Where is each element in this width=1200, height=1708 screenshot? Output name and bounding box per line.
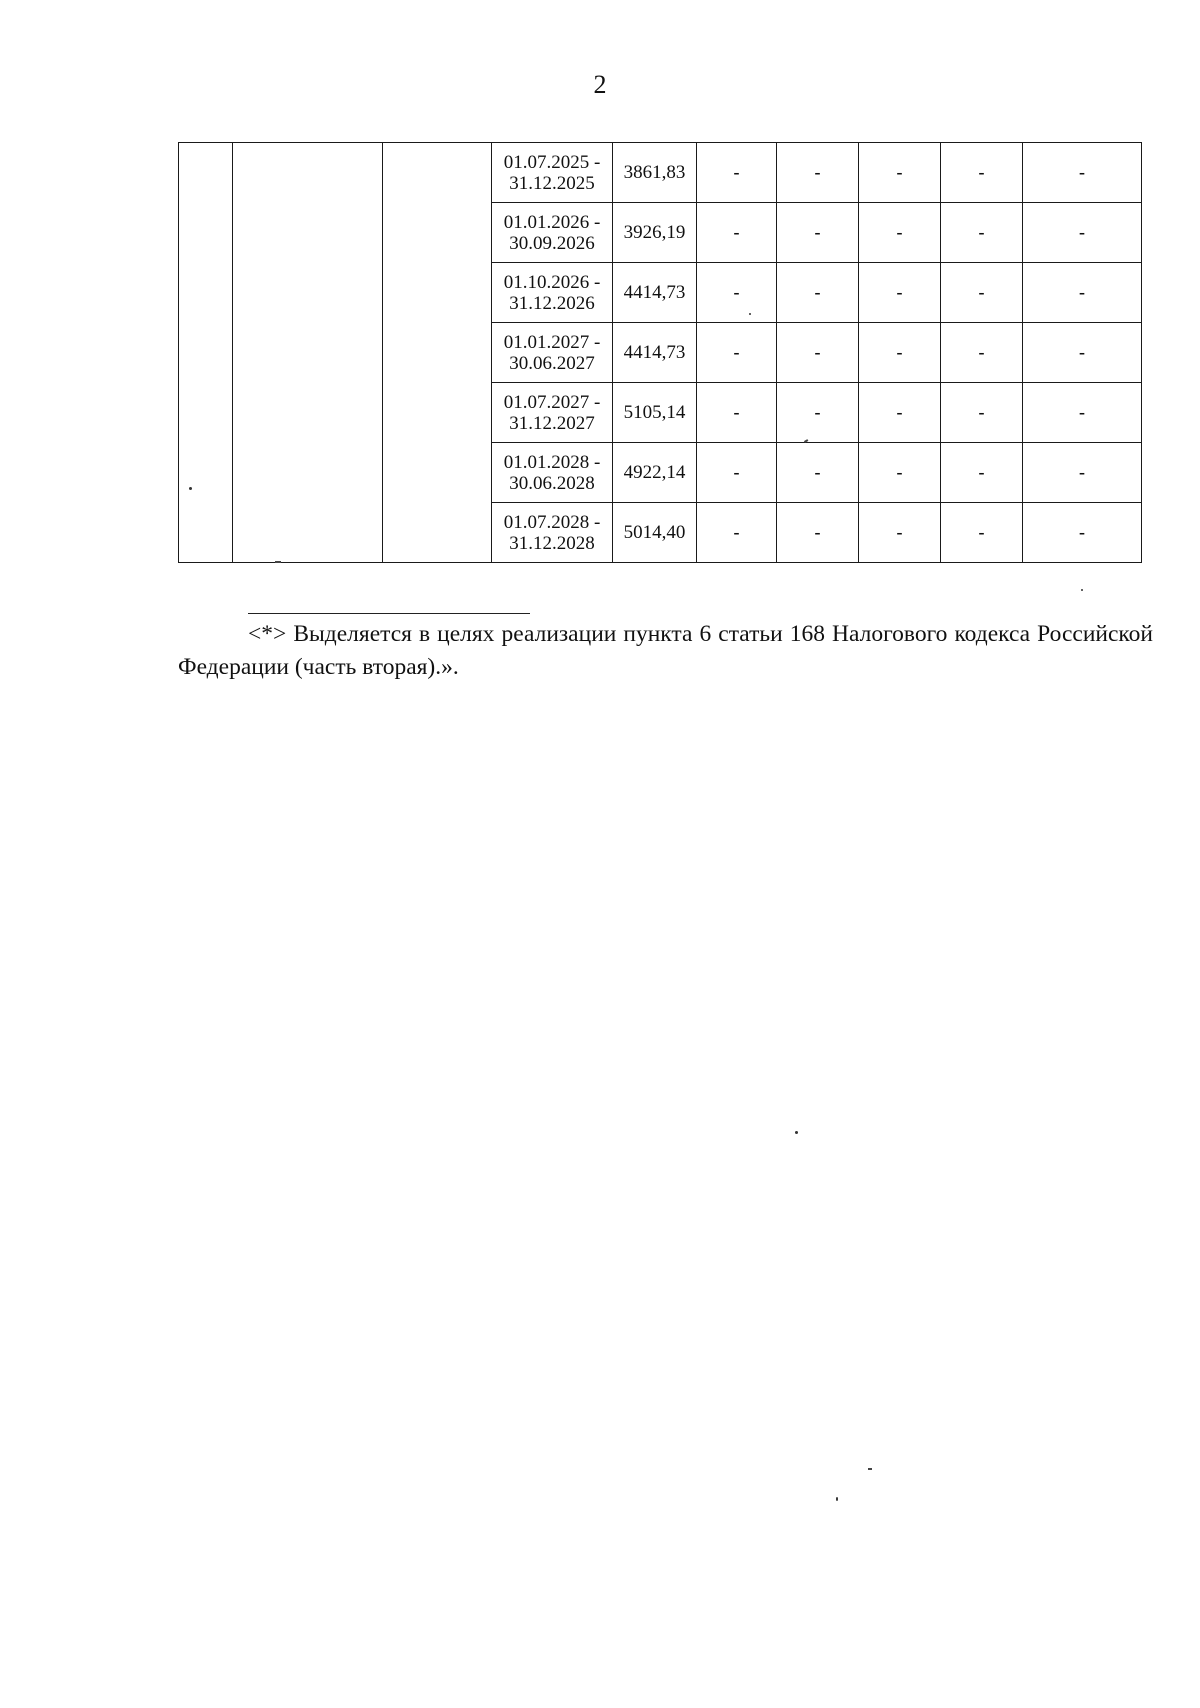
dash-cell: - — [859, 323, 941, 383]
dash-cell: - — [1023, 503, 1142, 563]
period-end: 30.09.2026 — [509, 232, 595, 254]
dash-cell: - — [941, 443, 1023, 503]
dash-cell: - — [1023, 323, 1142, 383]
dash-cell: - — [777, 263, 859, 323]
dash-cell: - — [1023, 203, 1142, 263]
dash-cell: - — [777, 503, 859, 563]
dash-cell: - — [941, 143, 1023, 203]
period-end: 30.06.2027 — [509, 352, 595, 374]
period-end: 31.12.2025 — [509, 172, 595, 194]
table-row — [179, 143, 1142, 203]
period-end: 31.12.2027 — [509, 412, 595, 434]
period-cell — [492, 263, 613, 323]
period-cell — [492, 443, 613, 503]
period-end: 30.06.2028 — [509, 472, 595, 494]
dash-cell: - — [941, 263, 1023, 323]
dash-cell: - — [777, 383, 859, 443]
dash-cell: - — [941, 203, 1023, 263]
dash-cell: - — [697, 143, 777, 203]
tariff-table — [178, 142, 1142, 563]
period-end: 31.12.2028 — [509, 532, 595, 554]
dash-cell: - — [777, 443, 859, 503]
dash-cell: - — [941, 323, 1023, 383]
period-cell — [492, 383, 613, 443]
page-number: 2 — [593, 70, 607, 99]
merged-empty-cell — [383, 143, 492, 563]
scan-mark — [275, 561, 281, 563]
footnote-separator — [248, 613, 530, 614]
dash-cell: - — [697, 503, 777, 563]
period-cell — [492, 503, 613, 563]
scan-mark — [868, 1468, 872, 1470]
dash-cell: - — [777, 143, 859, 203]
period-start: 01.07.2028 - — [503, 511, 601, 533]
scan-speck — [795, 1131, 798, 1134]
dash-cell: - — [859, 203, 941, 263]
period-cell — [492, 323, 613, 383]
period-start: 01.07.2027 - — [503, 391, 601, 413]
scan-speck — [189, 487, 192, 490]
tariff-value-cell: 3926,19 — [613, 203, 697, 263]
dash-cell: - — [1023, 263, 1142, 323]
dash-cell: - — [697, 443, 777, 503]
tariff-value-cell: 5014,40 — [613, 503, 697, 563]
dash-cell: - — [859, 443, 941, 503]
dash-cell: - — [859, 263, 941, 323]
dash-cell: - — [777, 203, 859, 263]
period-cell — [492, 203, 613, 263]
period-start: 01.01.2026 - — [503, 211, 601, 233]
dash-cell: - — [697, 263, 777, 323]
period-start: 01.01.2028 - — [503, 451, 601, 473]
dash-cell: - — [941, 383, 1023, 443]
tariff-value-cell: 4922,14 — [613, 443, 697, 503]
dash-cell: - — [1023, 443, 1142, 503]
period-start: 01.01.2027 - — [503, 331, 601, 353]
period-start: 01.07.2025 - — [503, 151, 601, 173]
dash-cell: - — [859, 503, 941, 563]
dash-cell: - — [697, 383, 777, 443]
scan-speck — [1081, 589, 1083, 591]
tariff-value-cell: 4414,73 — [613, 263, 697, 323]
dash-cell: - — [777, 323, 859, 383]
dash-cell: - — [1023, 383, 1142, 443]
tariff-value-cell: 3861,83 — [613, 143, 697, 203]
merged-empty-cell — [179, 143, 233, 563]
dash-cell: - — [697, 323, 777, 383]
scan-speck — [749, 313, 751, 315]
dash-cell: - — [859, 143, 941, 203]
footnote-text: <*> Выделяется в целях реализации пункта 6 статьи 168 Налогового кодекса Российской Федерации (часть вторая).». — [178, 621, 1153, 680]
period-end: 31.12.2026 — [509, 292, 595, 314]
period-cell — [492, 143, 613, 203]
dash-cell: - — [697, 203, 777, 263]
dash-cell: - — [941, 503, 1023, 563]
scan-speck — [836, 1497, 838, 1501]
dash-cell: - — [859, 383, 941, 443]
tariff-value-cell: 5105,14 — [613, 383, 697, 443]
dash-cell: - — [1023, 143, 1142, 203]
merged-empty-cell — [233, 143, 383, 563]
tariff-value-cell: 4414,73 — [613, 323, 697, 383]
period-start: 01.10.2026 - — [503, 271, 601, 293]
